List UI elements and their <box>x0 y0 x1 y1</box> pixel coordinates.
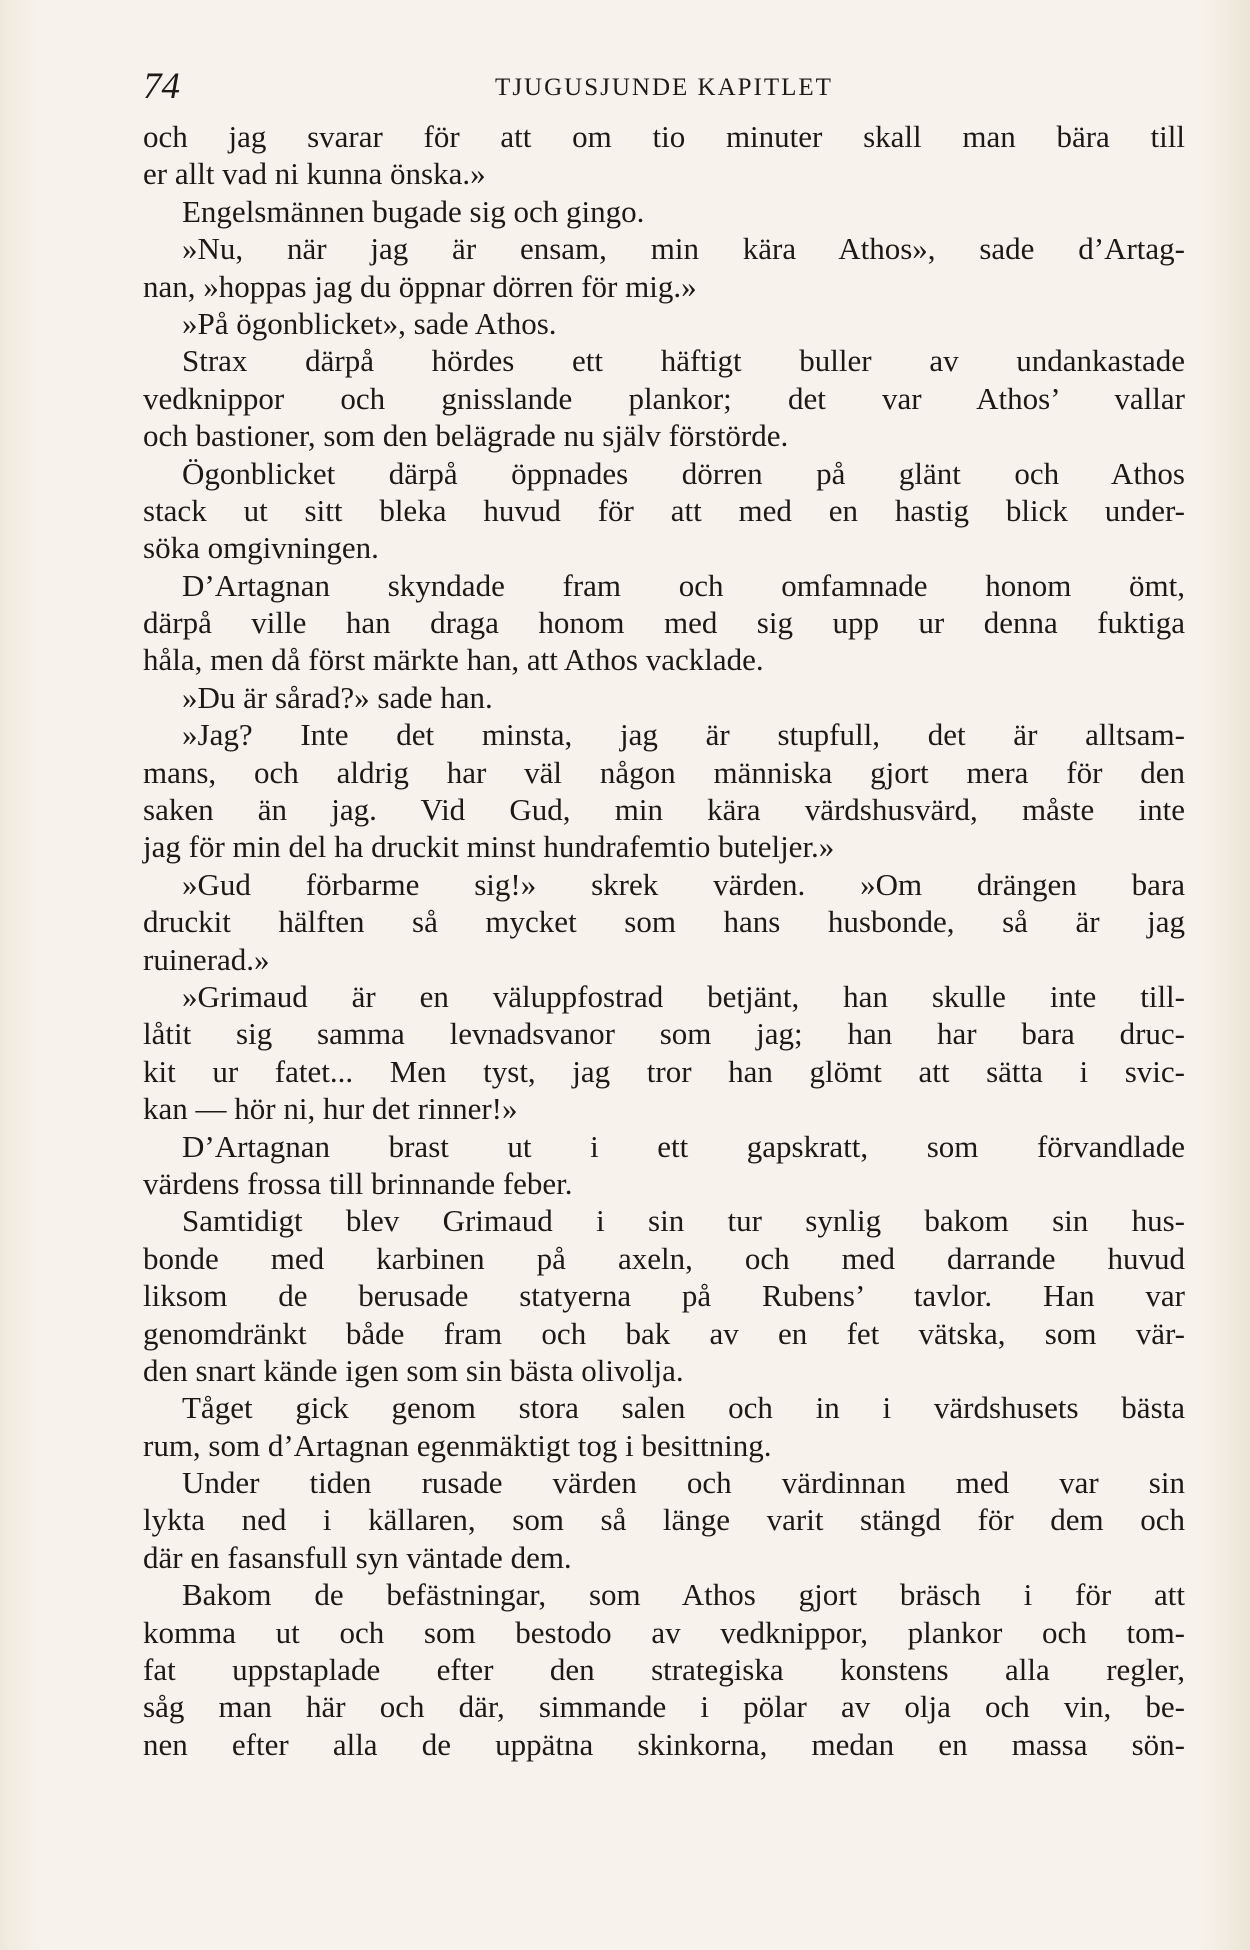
text-line: D’Artagnan skyndade fram och omfamnade honom ömt, <box>182 567 1185 603</box>
text-line: stack ut sitt bleka huvud för att med en hastig blick under- <box>143 492 1185 528</box>
text-line: söka omgivningen. <box>143 530 379 566</box>
text-line: kan — hör ni, hur det rinner!» <box>143 1091 518 1127</box>
text-line: vedknippor och gnisslande plankor; det var Athos’ vallar <box>143 380 1185 416</box>
text-line: »Grimaud är en väluppfostrad betjänt, han skulle inte till- <box>182 978 1185 1014</box>
text-line: och bastioner, som den belägrade nu själv förstörde. <box>143 418 789 454</box>
text-line: och jag svarar för att om tio minuter skall man bära till <box>143 119 1185 154</box>
text-line: fat uppstaplade efter den strategiska konstens alla regler, <box>143 1652 1185 1688</box>
text-line: låtit sig samma levnadsvanor som jag; han har bara druc- <box>143 1016 1185 1052</box>
text-line: »På ögonblicket», sade Athos. <box>182 305 557 341</box>
text-line: Samtidigt blev Grimaud i sin tur synlig bakom sin hus- <box>182 1203 1185 1239</box>
text-line: Strax därpå hördes ett häftigt buller av undankastade <box>182 343 1185 379</box>
text-line: Bakom de befästningar, som Athos gjort bräsch i för att <box>182 1577 1185 1613</box>
text-line: håla, men då först märkte han, att Athos vacklade. <box>143 642 764 678</box>
running-head: TJUGUSJUNDE KAPITLET <box>495 74 833 101</box>
text-line: nan, »hoppas jag du öppnar dörren för mig.» <box>143 268 697 304</box>
text-line: druckit hälften så mycket som hans husbonde, så är jag <box>143 904 1185 940</box>
text-line: mans, och aldrig har väl någon människa gjort mera för den <box>143 754 1185 790</box>
text-line: värdens frossa till brinnande feber. <box>143 1165 573 1201</box>
text-line: Tåget gick genom stora salen och in i värdshusets bästa <box>182 1390 1185 1426</box>
text-line: »Nu, när jag är ensam, min kära Athos», sade d’Artag- <box>182 231 1185 267</box>
text-line: ruinerad.» <box>143 941 270 977</box>
text-line: Ögonblicket därpå öppnades dörren på glänt och Athos <box>182 455 1185 491</box>
text-line: genomdränkt både fram och bak av en fet vätska, som vär- <box>143 1315 1185 1351</box>
text-line: jag för min del ha druckit minst hundrafemtio buteljer.» <box>143 829 835 865</box>
text-line: den snart kände igen som sin bästa olivolja. <box>143 1352 684 1388</box>
text-line: där en fasansfull syn väntade dem. <box>143 1539 572 1575</box>
text-line: »Jag? Inte det minsta, jag är stupfull, det är alltsam- <box>182 717 1185 753</box>
text-line: liksom de berusade statyerna på Rubens’ tavlor. Han var <box>143 1278 1185 1314</box>
text-line: lykta ned i källaren, som så länge varit stängd för dem och <box>143 1502 1185 1538</box>
text-line: såg man här och där, simmande i pölar av olja och vin, be- <box>143 1689 1185 1725</box>
text-line: komma ut och som bestodo av vedknippor, plankor och tom- <box>143 1614 1185 1650</box>
page-header <box>143 62 1185 112</box>
text-line: Under tiden rusade värden och värdinnan med var sin <box>182 1465 1185 1501</box>
text-line: D’Artagnan brast ut i ett gapskratt, som förvandlade <box>182 1128 1185 1164</box>
text-line: er allt vad ni kunna önska.» <box>143 156 486 192</box>
text-line: kit ur fatet... Men tyst, jag tror han glömt att sätta i svic- <box>143 1053 1185 1089</box>
text-line: nen efter alla de uppätna skinkorna, medan en massa sön- <box>143 1726 1185 1762</box>
text-line: bonde med karbinen på axeln, och med darrande huvud <box>143 1240 1185 1276</box>
body-text <box>143 118 1185 1763</box>
text-line: »Du är sårad?» sade han. <box>182 679 493 715</box>
text-line: därpå ville han draga honom med sig upp ur denna fuktiga <box>143 605 1185 641</box>
text-line: saken än jag. Vid Gud, min kära värdshusvärd, måste inte <box>143 792 1185 828</box>
text-line: rum, som d’Artagnan egenmäktigt tog i besittning. <box>143 1427 772 1463</box>
text-line: Engelsmännen bugade sig och gingo. <box>182 193 645 229</box>
page-number: 74 <box>143 66 180 107</box>
text-line: »Gud förbarme sig!» skrek värden. »Om drängen bara <box>182 866 1185 902</box>
